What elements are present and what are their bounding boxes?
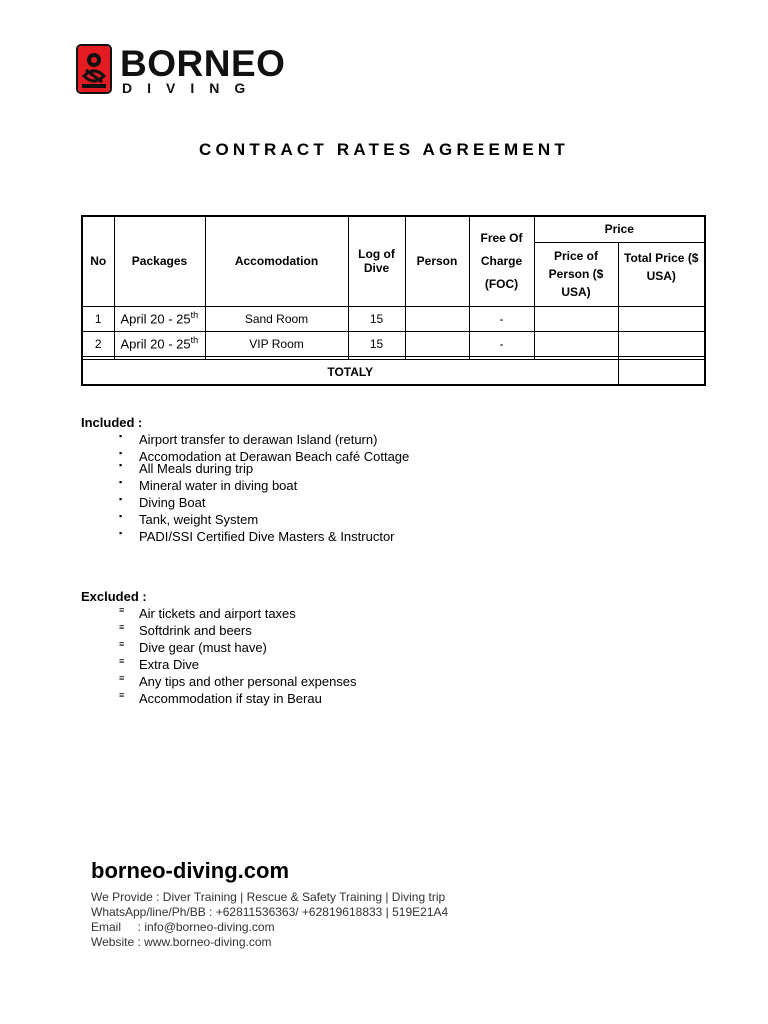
footer-services: We Provide : Diver Training | Rescue & Safety Training | Diving trip [91, 890, 446, 904]
logo-wordmark: BORNEO [120, 43, 286, 84]
footer [91, 858, 448, 950]
logo-subtitle: DIVING [122, 80, 261, 96]
row-log-of-dive: 15 [348, 331, 405, 356]
list-item: ▪ Tank, weight System [119, 511, 259, 527]
bullet-icon: ≡ [119, 622, 125, 632]
row-no: 2 [82, 331, 114, 356]
bullet-icon: ▪ [119, 494, 123, 504]
footer-website[interactable]: Website : www.borneo-diving.com [91, 935, 272, 949]
header-log-of-dive: Log of Dive [348, 216, 405, 306]
list-item: ▪ Airport transfer to derawan Island (return) [119, 431, 378, 447]
list-item: ≡ Accommodation if stay in Berau [119, 690, 322, 706]
list-item: ≡ Softdrink and beers [119, 622, 252, 638]
bullet-icon: ▪ [119, 460, 123, 470]
row-person [405, 331, 469, 356]
list-item: ▪ Mineral water in diving boat [119, 477, 298, 493]
table-total-row [82, 359, 705, 385]
excluded-list [81, 605, 357, 707]
header-accommodation: Accomodation [205, 216, 348, 306]
row-foc: - [469, 306, 534, 331]
table-row [82, 306, 705, 331]
bullet-icon: ▪ [119, 528, 123, 538]
footer-email[interactable]: Email : info@borneo-diving.com [91, 920, 275, 934]
row-package: April 20 - 25th [114, 306, 205, 331]
list-item: ≡ Air tickets and airport taxes [119, 605, 296, 621]
list-item: ▪ Diving Boat [119, 494, 206, 510]
row-log-of-dive: 15 [348, 306, 405, 331]
row-package: April 20 - 25th [114, 331, 205, 356]
list-item: ≡ Extra Dive [119, 656, 199, 672]
bullet-icon: ≡ [119, 673, 125, 683]
header-no: No [82, 216, 114, 306]
table-row [82, 331, 705, 356]
bullet-icon: ▪ [119, 477, 123, 487]
list-item: ▪ PADI/SSI Certified Dive Masters & Instructor [119, 528, 395, 544]
list-item: ▪ All Meals during trip [119, 460, 254, 476]
row-total-price [618, 306, 705, 331]
total-value [618, 359, 705, 385]
diver-logo-icon [76, 44, 112, 94]
footer-site[interactable]: borneo-diving.com [91, 858, 289, 883]
total-label: TOTALY [82, 359, 618, 385]
header-foc: Free Of Charge (FOC) [469, 216, 534, 306]
bullet-icon: ▪ [119, 448, 123, 458]
row-total-price [618, 331, 705, 356]
list-item: ▪ Accomodation at Derawan Beach café Cottage [119, 448, 410, 464]
bullet-icon: ≡ [119, 690, 125, 700]
included-list [81, 431, 409, 545]
excluded-section [81, 589, 357, 707]
header-price-of-person: Price of Person ($ USA) [534, 242, 618, 306]
list-item: ≡ Any tips and other personal expenses [119, 673, 357, 689]
bullet-icon: ▪ [119, 511, 123, 521]
header-packages: Packages [114, 216, 205, 306]
bullet-icon: ≡ [119, 639, 125, 649]
row-foc: - [469, 331, 534, 356]
included-heading: Included : [81, 415, 143, 430]
row-price-of-person [534, 306, 618, 331]
header-total-price: Total Price ($ USA) [618, 242, 705, 306]
included-section [81, 415, 409, 545]
row-accommodation: Sand Room [205, 306, 348, 331]
row-price-of-person [534, 331, 618, 356]
footer-contact: WhatsApp/line/Ph/BB : +62811536363/ +62819618833 | 519E21A4 [91, 905, 449, 919]
bullet-icon: ▪ [119, 431, 123, 441]
row-accommodation: VIP Room [205, 331, 348, 356]
row-person [405, 306, 469, 331]
bullet-icon: ≡ [119, 656, 125, 666]
header-person: Person [405, 216, 469, 306]
list-item: ≡ Dive gear (must have) [119, 639, 267, 655]
header-price: Price [534, 216, 705, 242]
rates-table [81, 215, 706, 386]
excluded-heading: Excluded : [81, 589, 147, 604]
row-no: 1 [82, 306, 114, 331]
document-title: CONTRACT RATES AGREEMENT [199, 140, 569, 159]
bullet-icon: ≡ [119, 605, 125, 615]
